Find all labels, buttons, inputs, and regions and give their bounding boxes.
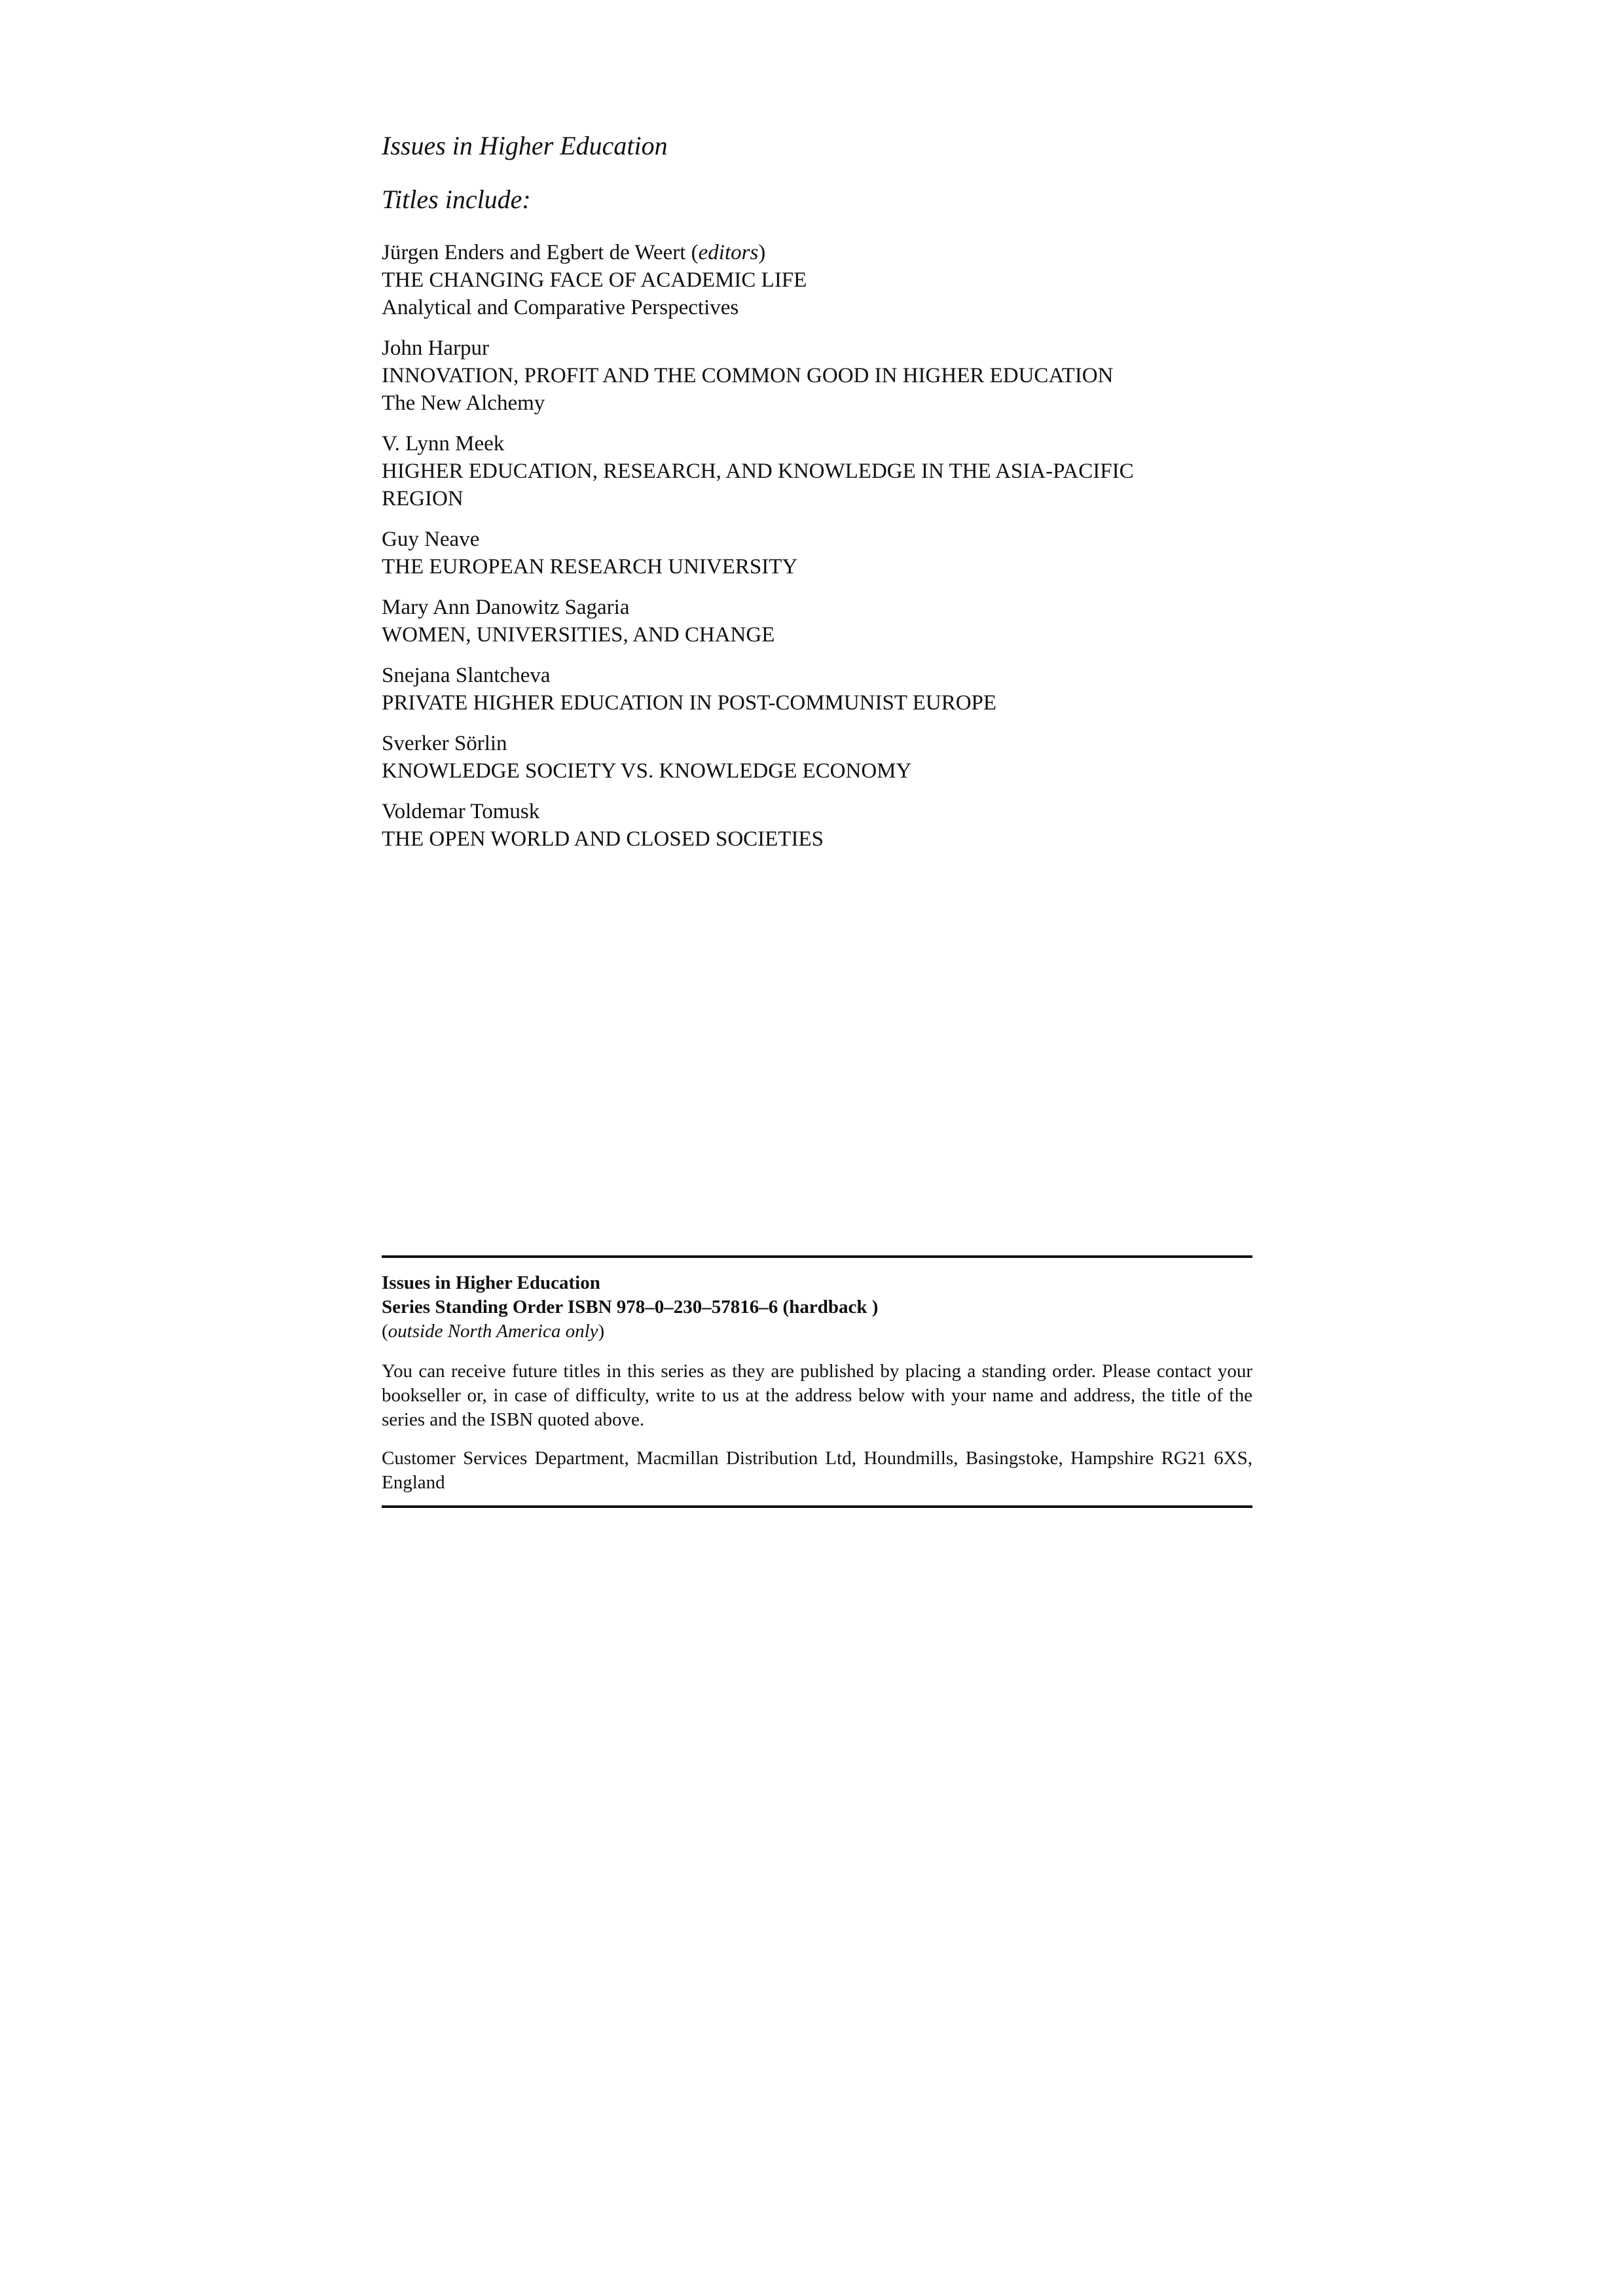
- list-item: [382, 730, 1252, 785]
- standing-order-series: Issues in Higher Education: [382, 1272, 600, 1293]
- list-item: [382, 662, 1252, 717]
- entry-author: Jürgen Enders and Egbert de Weert (editors): [382, 241, 766, 264]
- divider-bottom: [382, 1505, 1252, 1508]
- list-item: [382, 430, 1252, 512]
- entry-title: THE CHANGING FACE OF ACADEMIC LIFE: [382, 268, 807, 292]
- entry-title: WOMEN, UNIVERSITIES, AND CHANGE: [382, 623, 775, 647]
- entry-title: PRIVATE HIGHER EDUCATION IN POST-COMMUNIST EUROPE: [382, 691, 997, 715]
- entry-author: Guy Neave: [382, 528, 480, 551]
- entry-subtitle: Analytical and Comparative Perspectives: [382, 296, 739, 319]
- entry-author: Sverker Sörlin: [382, 732, 507, 755]
- entry-title: HIGHER EDUCATION, RESEARCH, AND KNOWLEDGE IN THE ASIA-PACIFIC REGION: [382, 459, 1134, 511]
- list-item: [382, 239, 1252, 321]
- entry-author: John Harpur: [382, 336, 490, 360]
- titles-include-heading: Titles include:: [382, 185, 531, 214]
- entry-title: INNOVATION, PROFIT AND THE COMMON GOOD IN HIGHER EDUCATION: [382, 364, 1114, 387]
- entry-author: Voldemar Tomusk: [382, 800, 540, 823]
- list-item: [382, 594, 1252, 649]
- standing-order-box: [382, 1271, 1252, 1495]
- series-title: Issues in Higher Education: [382, 131, 668, 160]
- entry-subtitle: The New Alchemy: [382, 391, 545, 415]
- entry-title: THE EUROPEAN RESEARCH UNIVERSITY: [382, 555, 798, 579]
- list-item: [382, 526, 1252, 581]
- entry-title: THE OPEN WORLD AND CLOSED SOCIETIES: [382, 827, 824, 851]
- entry-author: Mary Ann Danowitz Sagaria: [382, 596, 630, 619]
- distributor-address: Customer Services Department, Macmillan Distribution Ltd, Houndmills, Basingstoke, Hampshire RG21 6XS, England: [382, 1448, 1252, 1493]
- editors-role: editors: [698, 241, 759, 264]
- entry-author: V. Lynn Meek: [382, 432, 505, 456]
- entry-author: Snejana Slantcheva: [382, 664, 551, 687]
- entry-title: KNOWLEDGE SOCIETY VS. KNOWLEDGE ECONOMY: [382, 759, 912, 783]
- standing-order-region: (outside North America only): [382, 1321, 605, 1342]
- list-item: [382, 798, 1252, 853]
- standing-order-isbn: Series Standing Order ISBN 978–0–230–57816–6 (hardback ): [382, 1297, 879, 1318]
- standing-order-text: You can receive future titles in this series as they are published by placing a standing order. Please contact your bookseller or, in case of difficulty, write to us at the address below with your name and address, the title of the series and the ISBN quoted above.: [382, 1361, 1252, 1430]
- divider-top: [382, 1255, 1252, 1258]
- list-item: [382, 334, 1252, 417]
- titles-list: [382, 239, 1252, 866]
